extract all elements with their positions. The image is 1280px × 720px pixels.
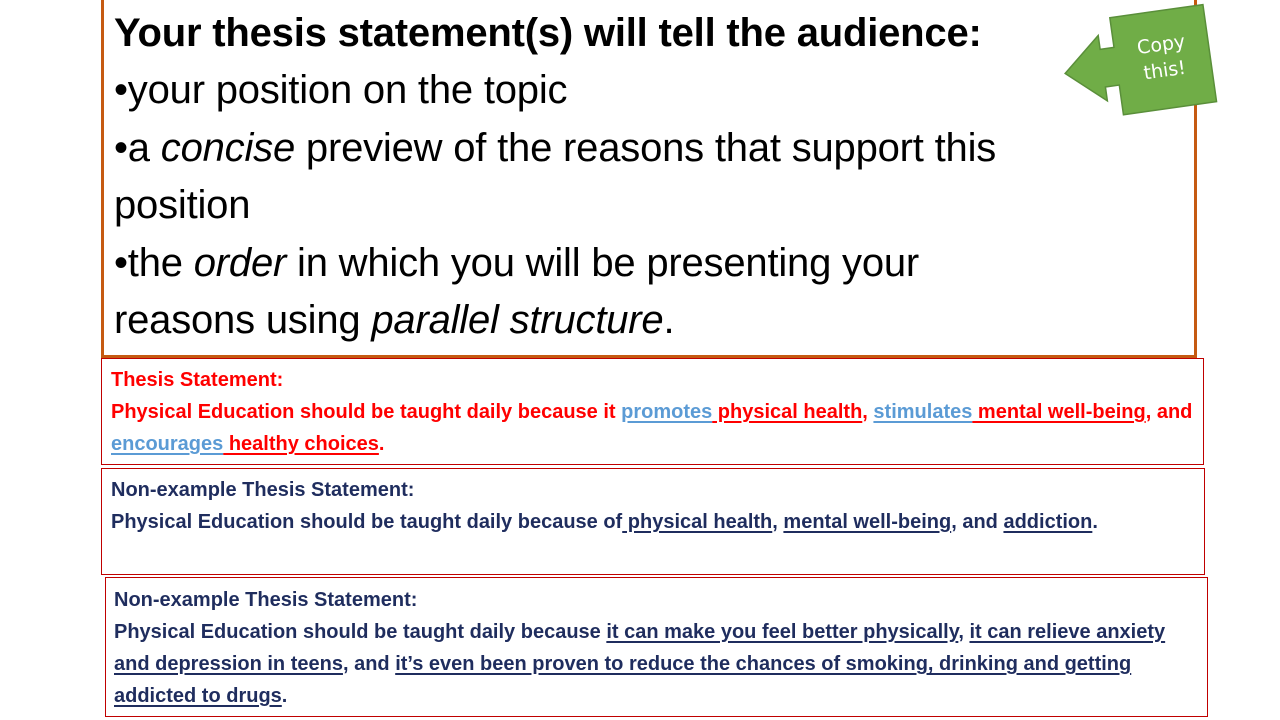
example-text-1: Physical Education should be taught daily because it	[111, 401, 622, 423]
example-text-3: , and	[1145, 401, 1193, 423]
bullet-order	[114, 235, 1184, 293]
example-thesis-heading: Thesis Statement:	[111, 369, 284, 391]
nonexample-2-text-3: , and	[342, 653, 396, 675]
nonexample-1-heading: Non-example Thesis Statement:	[111, 479, 415, 501]
nonexample-1-point-3: addiction	[1003, 511, 1093, 533]
thesis-definition-content	[114, 5, 1184, 350]
nonexample-1-text-4: .	[1092, 511, 1098, 533]
nonexample-thesis-box-1	[101, 468, 1205, 575]
nonexample-2-point-1: it can make you feel better physically	[606, 621, 959, 643]
example-verb-3: encourages	[111, 433, 224, 455]
bullet-preview-post: preview of the reasons that support this	[295, 125, 997, 170]
nonexample-2-sentence	[114, 616, 1199, 712]
callout-line-1: Copy	[1135, 30, 1187, 60]
nonexample-1-text-3: , and	[951, 511, 1004, 533]
thesis-definition-title: Your thesis statement(s) will tell the audience:	[114, 11, 982, 55]
bullet-position: •your position on the topic	[114, 68, 568, 112]
thesis-definition-box	[101, 0, 1197, 358]
callout-shape	[1058, 5, 1216, 118]
bullet-order-cont-pre: reasons using	[114, 298, 372, 342]
example-text-2: ,	[862, 401, 874, 423]
nonexample-2-text-4: .	[281, 685, 288, 707]
example-thesis-sentence	[111, 396, 1195, 460]
example-thesis-box	[101, 358, 1204, 465]
nonexample-2-heading: Non-example Thesis Statement:	[114, 589, 418, 611]
bullet-preview	[114, 120, 1184, 178]
example-verb-2: stimulates	[873, 401, 973, 423]
bullet-preview-pre: •a	[114, 125, 161, 170]
bullet-order-cont-emphasis: parallel structure	[371, 298, 664, 342]
bullet-order-pre: •the	[114, 240, 194, 285]
nonexample-2-text-2: ,	[958, 621, 970, 643]
nonexample-2-point-3: it’s even been proven to reduce the chances of smoking, drinking and getting addicted to drugs	[114, 653, 1132, 707]
bullet-order-continuation	[114, 292, 1184, 350]
example-noun-2: mental well-being	[972, 401, 1146, 423]
nonexample-1-point-1: physical health	[622, 511, 773, 533]
bullet-order-emphasis: order	[193, 240, 287, 285]
nonexample-1-content	[111, 474, 1196, 538]
nonexample-thesis-box-2	[105, 577, 1208, 717]
nonexample-2-point-2: it can relieve anxiety and depression in teens	[114, 621, 1166, 675]
example-verb-1: promotes	[621, 401, 713, 423]
bullet-preview-emphasis: concise	[160, 125, 295, 170]
bullet-order-post: in which you will be presenting your	[286, 240, 920, 285]
example-noun-1: physical health	[712, 401, 863, 423]
left-arrow-callout-icon	[1058, 0, 1218, 118]
nonexample-2-text-1: Physical Education should be taught daily because	[114, 621, 607, 643]
nonexample-1-point-2: mental well-being	[783, 511, 952, 533]
nonexample-1-sentence	[111, 506, 1196, 538]
nonexample-1-text-2: ,	[772, 511, 784, 533]
example-text-4: .	[378, 433, 385, 455]
nonexample-2-content	[114, 584, 1199, 712]
callout-line-2: this!	[1142, 56, 1188, 85]
nonexample-1-text-1: Physical Education should be taught daily because of	[111, 511, 623, 533]
bullet-preview-continuation: position	[114, 183, 251, 227]
example-thesis-content	[111, 364, 1195, 460]
example-noun-3: healthy choices	[223, 433, 379, 455]
bullet-order-cont-post: .	[663, 298, 675, 342]
